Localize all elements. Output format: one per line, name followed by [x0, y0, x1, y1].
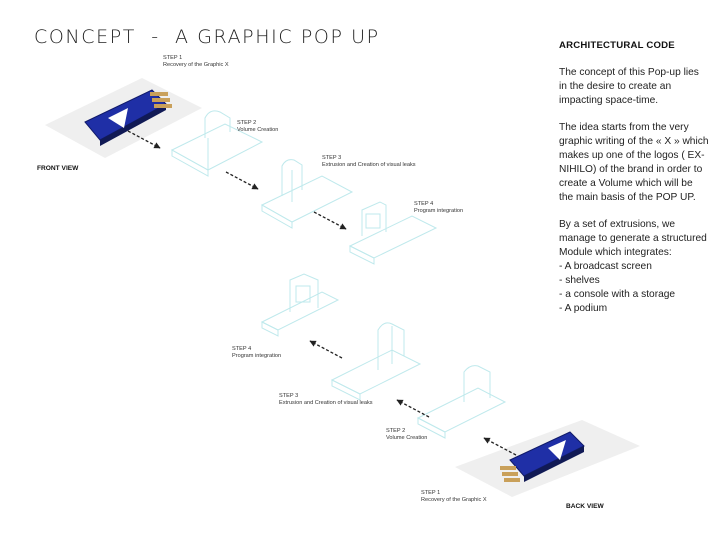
back-step3-extrusion: [332, 323, 420, 400]
step-caption: Extrusion and Creation of visual leaks: [279, 400, 373, 407]
back-step4-label: [232, 346, 281, 361]
front-step3-extrusion: [262, 160, 352, 228]
concept-paragraph: The concept of this Pop-up lies in the desire to create an impacting space-time.: [559, 67, 699, 106]
architectural-code-heading: ARCHITECTURAL CODE: [559, 40, 675, 51]
front-step3-label: [322, 155, 416, 170]
step-number: STEP 2: [237, 120, 257, 126]
step-number: STEP 1: [163, 55, 183, 61]
front-step1-label: [163, 55, 229, 70]
extrusion-paragraph: By a set of extrusions, we manage to generate a structured Module which integrates:: [559, 219, 707, 258]
step-caption: Volume Creation: [386, 435, 428, 442]
front-step4-label: [414, 201, 463, 216]
step-number: STEP 1: [421, 490, 441, 496]
list-item: - A podium: [559, 303, 608, 314]
arrow-back-2: [397, 400, 429, 417]
step-number: STEP 3: [322, 155, 342, 161]
back-step4-program: [262, 274, 338, 336]
step-caption: Program integration: [232, 353, 282, 360]
step-caption: Program integration: [414, 208, 464, 215]
architectural-code-text: [559, 66, 709, 316]
arrow-front-3: [314, 212, 346, 229]
step-number: STEP 2: [386, 428, 406, 434]
step-caption: Volume Creation: [237, 127, 279, 134]
step-number: STEP 4: [414, 201, 434, 207]
step-caption: Recovery of the Graphic X: [163, 62, 229, 69]
front-step2-label: [237, 120, 278, 135]
step-caption: Extrusion and Creation of visual leaks: [322, 162, 416, 169]
back-view-label: BACK VIEW: [566, 503, 604, 510]
back-step1-label: [421, 490, 487, 505]
back-step1-graphic-x: [455, 420, 640, 497]
list-item: - shelves: [559, 275, 600, 286]
step-number: STEP 3: [279, 393, 299, 399]
front-step1-graphic-x: [45, 78, 202, 158]
idea-paragraph: The idea starts from the very graphic writing of the « X » which makes up one of the logos ( EX-NIHILO) of the brand in order to create a Volume which will be the main basis of the POP UP.: [559, 122, 709, 203]
list-item: - A broadcast screen: [559, 261, 652, 272]
back-step3-label: [279, 393, 373, 408]
page-title: CONCEPT - A GRAPHIC POP UP: [34, 26, 380, 48]
step-caption: Recovery of the Graphic X: [421, 497, 487, 504]
step-number: STEP 4: [232, 346, 252, 352]
back-step2-volume: [418, 366, 505, 438]
arrow-back-1: [310, 341, 342, 358]
front-view-label: FRONT VIEW: [37, 165, 79, 172]
back-step2-label: [386, 428, 427, 443]
module-features-list: [559, 260, 709, 316]
list-item: - a console with a storage: [559, 289, 676, 300]
arrow-front-2: [226, 172, 258, 189]
